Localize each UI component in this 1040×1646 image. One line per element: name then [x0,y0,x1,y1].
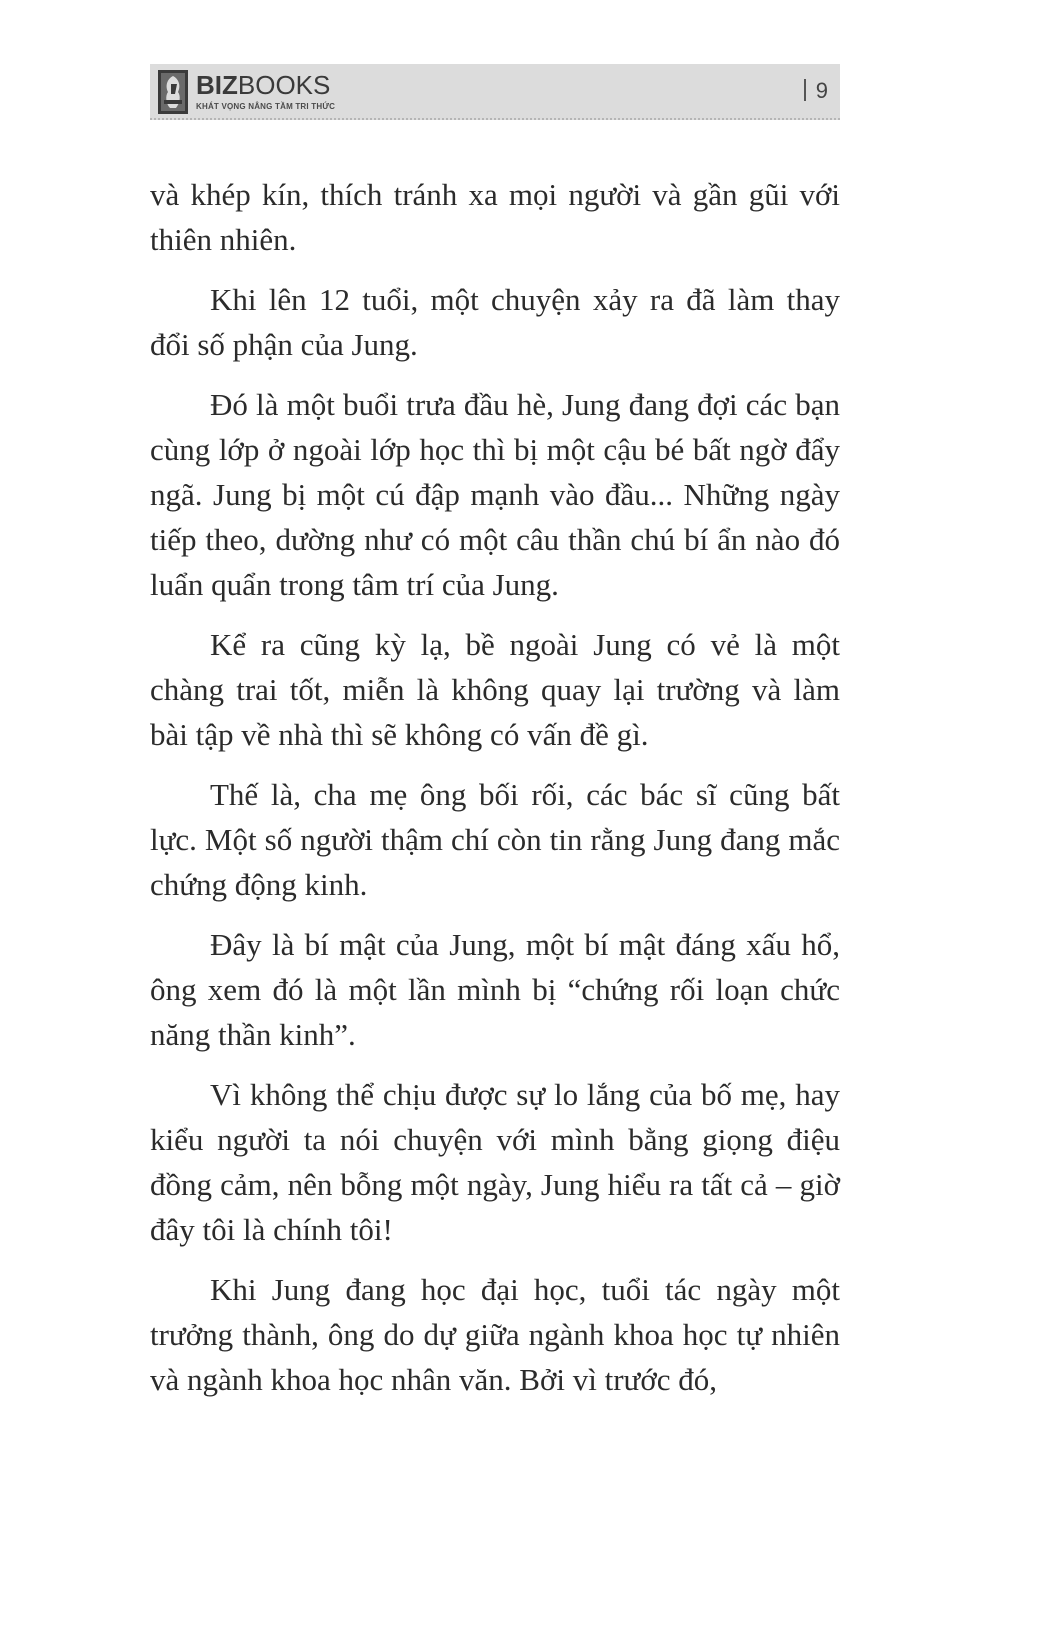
paragraph: và khép kín, thích tránh xa mọi người và gần gũi với thiên nhiên. [150,177,840,257]
paragraph: Kể ra cũng kỳ lạ, bề ngoài Jung có vẻ là một chàng trai tốt, miễn là không quay lại trường và làm bài tập về nhà thì sẽ không có vấn đề gì. [150,627,840,752]
page-number-value: 9 [815,78,828,103]
brand-name [196,70,330,100]
page-body [150,172,840,1417]
paragraph: Khi Jung đang học đại học, tuổi tác ngày một trưởng thành, ông do dự giữa ngành khoa học tự nhiên và ngành khoa học nhân văn. Bởi vì trước đó, [150,1272,840,1397]
brand-name-bold: BIZ [196,70,238,100]
brand-tagline: KHÁT VỌNG NÂNG TẦM TRI THỨC [196,102,336,111]
bizbooks-logo-icon [158,70,188,114]
brand-name-light: BOOKS [237,70,331,100]
paragraph: Đó là một buổi trưa đầu hè, Jung đang đợi các bạn cùng lớp ở ngoài lớp học thì bị một cậu bé bất ngờ đẩy ngã. Jung bị một cú đập mạnh vào đầu... Những ngày tiếp theo, dường như có một câu thần chú bí ẩn nào đó luẩn quẩn trong tâm trí của Jung. [150,387,840,602]
page-number [804,78,828,104]
page-header [150,64,840,120]
paragraph: Khi lên 12 tuổi, một chuyện xảy ra đã làm thay đổi số phận của Jung. [150,282,840,362]
paragraph: Vì không thể chịu được sự lo lắng của bố mẹ, hay kiểu người ta nói chuyện với mình bằng giọng điệu đồng cảm, nên bỗng một ngày, Jung hiểu ra tất cả – giờ đây tôi là chính tôi! [150,1077,840,1247]
paragraph: Đây là bí mật của Jung, một bí mật đáng xấu hổ, ông xem đó là một lần mình bị “chứng rối loạn chức năng thần kinh”. [150,927,840,1052]
page-number-separator [804,79,806,101]
paragraph: Thế là, cha mẹ ông bối rối, các bác sĩ cũng bất lực. Một số người thậm chí còn tin rằng Jung đang mắc chứng động kinh. [150,777,840,902]
